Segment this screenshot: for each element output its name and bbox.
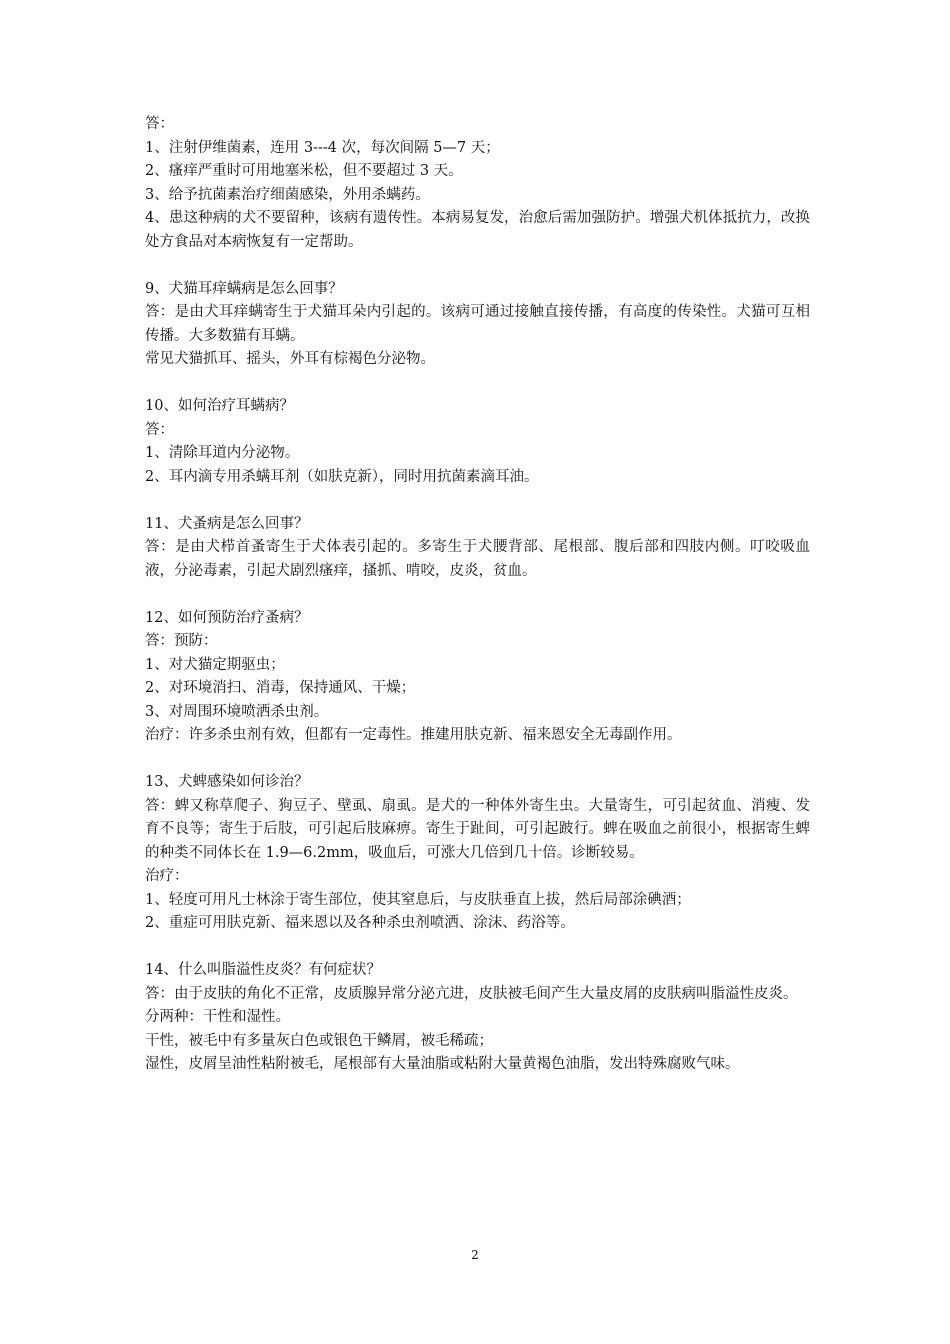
question-heading: 14、什么叫脂溢性皮炎？有何症状？ <box>145 962 381 978</box>
text-line: 治疗： <box>145 868 189 884</box>
text-line: 2、耳内滴专用杀螨耳剂（如肤克新），同时用抗菌素滴耳油。 <box>145 468 539 485</box>
page-number: 2 <box>471 1248 479 1262</box>
text-line: 2、重症可用肤克新、福来恩以及各种杀虫剂喷洒、涂沫、药浴等。 <box>145 915 575 931</box>
text-line: 2、对环境消扫、消毒，保持通风、干燥； <box>145 680 416 696</box>
document-body <box>145 113 810 1077</box>
question-heading: 9、犬猫耳痒螨病是怎么回事？ <box>145 280 343 297</box>
text-line: 1、轻度可用凡士林涂于寄生部位，使其窒息后，与皮肤垂直上拔，然后局部涂碘酒； <box>145 891 691 908</box>
paragraph-gap <box>145 254 810 278</box>
paragraph-gap <box>145 936 810 960</box>
text-line: 1、对犬猫定期驱虫； <box>145 656 285 673</box>
text-line: 3、对周围环境喷洒杀虫剂。 <box>145 703 329 720</box>
text-line: 1、清除耳道内分泌物。 <box>145 445 300 461</box>
paragraph-gap <box>145 583 810 607</box>
text-line: 答：由于皮肤的角化不正常，皮质腺异常分泌亢进，皮肤被毛间产生大量皮屑的皮肤病叫脂溢性皮炎。 <box>145 985 798 1002</box>
text-line: 干性，被毛中有多量灰白色或银色干鳞屑，被毛稀疏； <box>145 1032 493 1049</box>
paragraph-gap <box>145 489 810 513</box>
text-line: 答： <box>145 116 174 132</box>
paragraph-gap <box>145 748 810 772</box>
text-line: 2、瘙痒严重时可用地塞米松，但不要超过 3 天。 <box>145 163 463 179</box>
question-heading: 10、如何治疗耳螨病？ <box>145 398 294 414</box>
text-line: 答：是由犬栉首蚤寄生于犬体表引起的。多寄生于犬腰背部、尾根部、腹后部和四肢内侧。叮咬吸血液，分泌毒素，引起犬剧烈瘙痒，搔抓、啃咬，皮炎，贫血。 <box>145 539 810 579</box>
question-heading: 11、犬蚤病是怎么回事？ <box>145 515 309 532</box>
question-heading: 13、犬蜱感染如何诊治？ <box>145 774 309 790</box>
text-line: 常见犬猫抓耳、摇头，外耳有棕褐色分泌物。 <box>145 351 435 367</box>
text-line: 1、注射伊维菌素，连用 3---4 次，每次间隔 5—7 天； <box>145 139 500 156</box>
question-heading: 12、如何预防治疗蚤病？ <box>145 609 309 626</box>
text-line: 湿性，皮屑呈油性粘附被毛，尾根部有大量油脂或粘附大量黄褐色油脂，发出特殊腐败气味。 <box>145 1056 740 1072</box>
text-line: 答：是由犬耳痒螨寄生于犬猫耳朵内引起的。该病可通过接触直接传播，有高度的传染性。犬猫可互相传播。大多数猫有耳螨。 <box>145 304 810 344</box>
text-line: 答：预防： <box>145 633 218 649</box>
text-line: 答： <box>145 421 174 438</box>
paragraph-gap <box>145 372 810 396</box>
text-line: 治疗：许多杀虫剂有效，但都有一定毒性。推建用肤克新、福来恩安全无毒副作用。 <box>145 727 682 743</box>
text-line: 4、患这种病的犬不要留种，该病有遗传性。本病易复发，治愈后需加强防护。增强犬机体抵抗力，改换处方食品对本病恢复有一定帮助。 <box>145 210 810 250</box>
text-line: 分两种：干性和湿性。 <box>145 1009 290 1025</box>
text-line: 3、给予抗菌素治疗细菌感染，外用杀螨药。 <box>145 186 430 203</box>
text-line: 答：蜱又称草爬子、狗豆子、壁虱、扇虱。是犬的一种体外寄生虫。大量寄生，可引起贫血、消瘦、发育不良等；寄生于后肢，可引起后肢麻痹。寄生于趾间，可引起跛行。蜱在吸血之前很小，根据寄生蜱的种类不同体长在 1.9—6.2mm，吸血后，可涨大几倍到几十倍。诊断较易。 <box>145 797 810 861</box>
